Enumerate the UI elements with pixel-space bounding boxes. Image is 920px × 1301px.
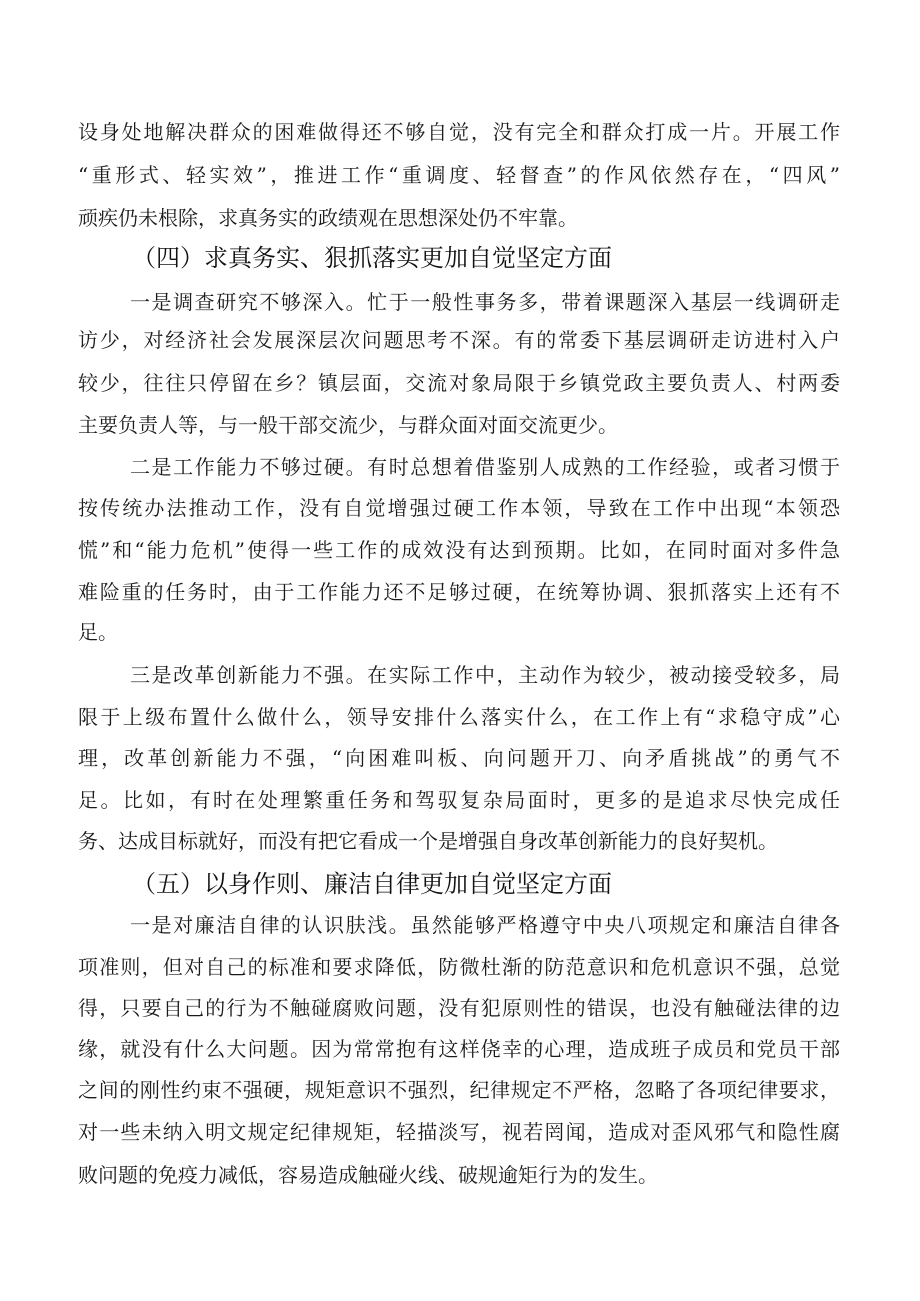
paragraph-line: 设身处地解决群众的困难做得还不够自觉，没有完全和群众打成一片。开展工作 [78, 120, 840, 144]
paragraph-line: 缘，就没有什么大问题。因为常常抱有这样侥幸的心理，造成班子成员和党员干部 [78, 1037, 840, 1061]
paragraph-line: 足。 [78, 620, 118, 644]
paragraph-line: 二是工作能力不够过硬。有时总想着借鉴别人成熟的工作经验，或者习惯于 [130, 455, 840, 479]
paragraph-line: “重形式、轻实效”，推进工作“重调度、轻督查”的作风依然存在，“四风” [78, 163, 840, 187]
paragraph-line: 较少，往往只停留在乡？镇层面，交流对象局限于乡镇党政主要负责人、村两委 [78, 371, 840, 395]
paragraph-line: 之间的刚性约束不强硬，规矩意识不强烈，纪律规定不严格，忽略了各项纪律要求， [78, 1078, 840, 1102]
paragraph-line: 限于上级布置什么做什么，领导安排什么落实什么，在工作上有“求稳守成”心 [78, 705, 840, 729]
paragraph-line: 得，只要自己的行为不触碰腐败问题，没有犯原则性的错误，也没有触碰法律的边 [78, 996, 840, 1020]
paragraph-line: 项准则，但对自己的标准和要求降低，防微杜渐的防范意识和危机意识不强，总觉 [78, 955, 840, 979]
paragraph-line: 对一些未纳入明文规定纪律规矩，轻描淡写，视若罔闻，造成对歪风邪气和隐性腐 [78, 1120, 840, 1144]
paragraph-line: 难险重的任务时，由于工作能力还不足够过硬，在统筹协调、狠抓落实上还有不 [78, 580, 840, 604]
section-heading-5: （五）以身作则、廉洁自律更加自觉坚定方面 [132, 870, 612, 898]
paragraph-line: 按传统办法推动工作，没有自觉增强过硬工作本领，导致在工作中出现“本领恐 [78, 496, 840, 520]
paragraph-line: 理，改革创新能力不强，“向困难叫板、向问题开刀、向矛盾挑战”的勇气不 [78, 746, 840, 770]
section-heading-4: （四）求真务实、狠抓落实更加自觉坚定方面 [132, 244, 612, 272]
paragraph-line: 访少，对经济社会发展深层次问题思考不深。有的常委下基层调研走访进村入户 [78, 328, 840, 352]
paragraph-line: 败问题的免疫力减低，容易造成触碰火线、破规逾矩行为的发生。 [78, 1163, 658, 1187]
paragraph-line: 足。比如，有时在处理繁重任务和驾驭复杂局面时，更多的是追求尽快完成任 [78, 788, 840, 812]
paragraph-line: 主要负责人等，与一般干部交流少，与群众面对面交流更少。 [78, 413, 618, 437]
paragraph-line: 一是对廉洁自律的认识肤浅。虽然能够严格遵守中央八项规定和廉洁自律各 [130, 913, 840, 937]
paragraph-line: 一是调查研究不够深入。忙于一般性事务多，带着课题深入基层一线调研走 [130, 290, 840, 314]
paragraph-line: 顽疾仍未根除，求真务实的政绩观在思想深处仍不牢靠。 [78, 206, 578, 230]
paragraph-line: 务、达成目标就好，而没有把它看成一个是增强自身改革创新能力的良好契机。 [78, 829, 778, 853]
paragraph-line: 慌”和“能力危机”使得一些工作的成效没有达到预期。比如，在同时面对多件急 [78, 538, 840, 562]
paragraph-line: 三是改革创新能力不强。在实际工作中，主动作为较少，被动接受较多，局 [130, 663, 840, 687]
